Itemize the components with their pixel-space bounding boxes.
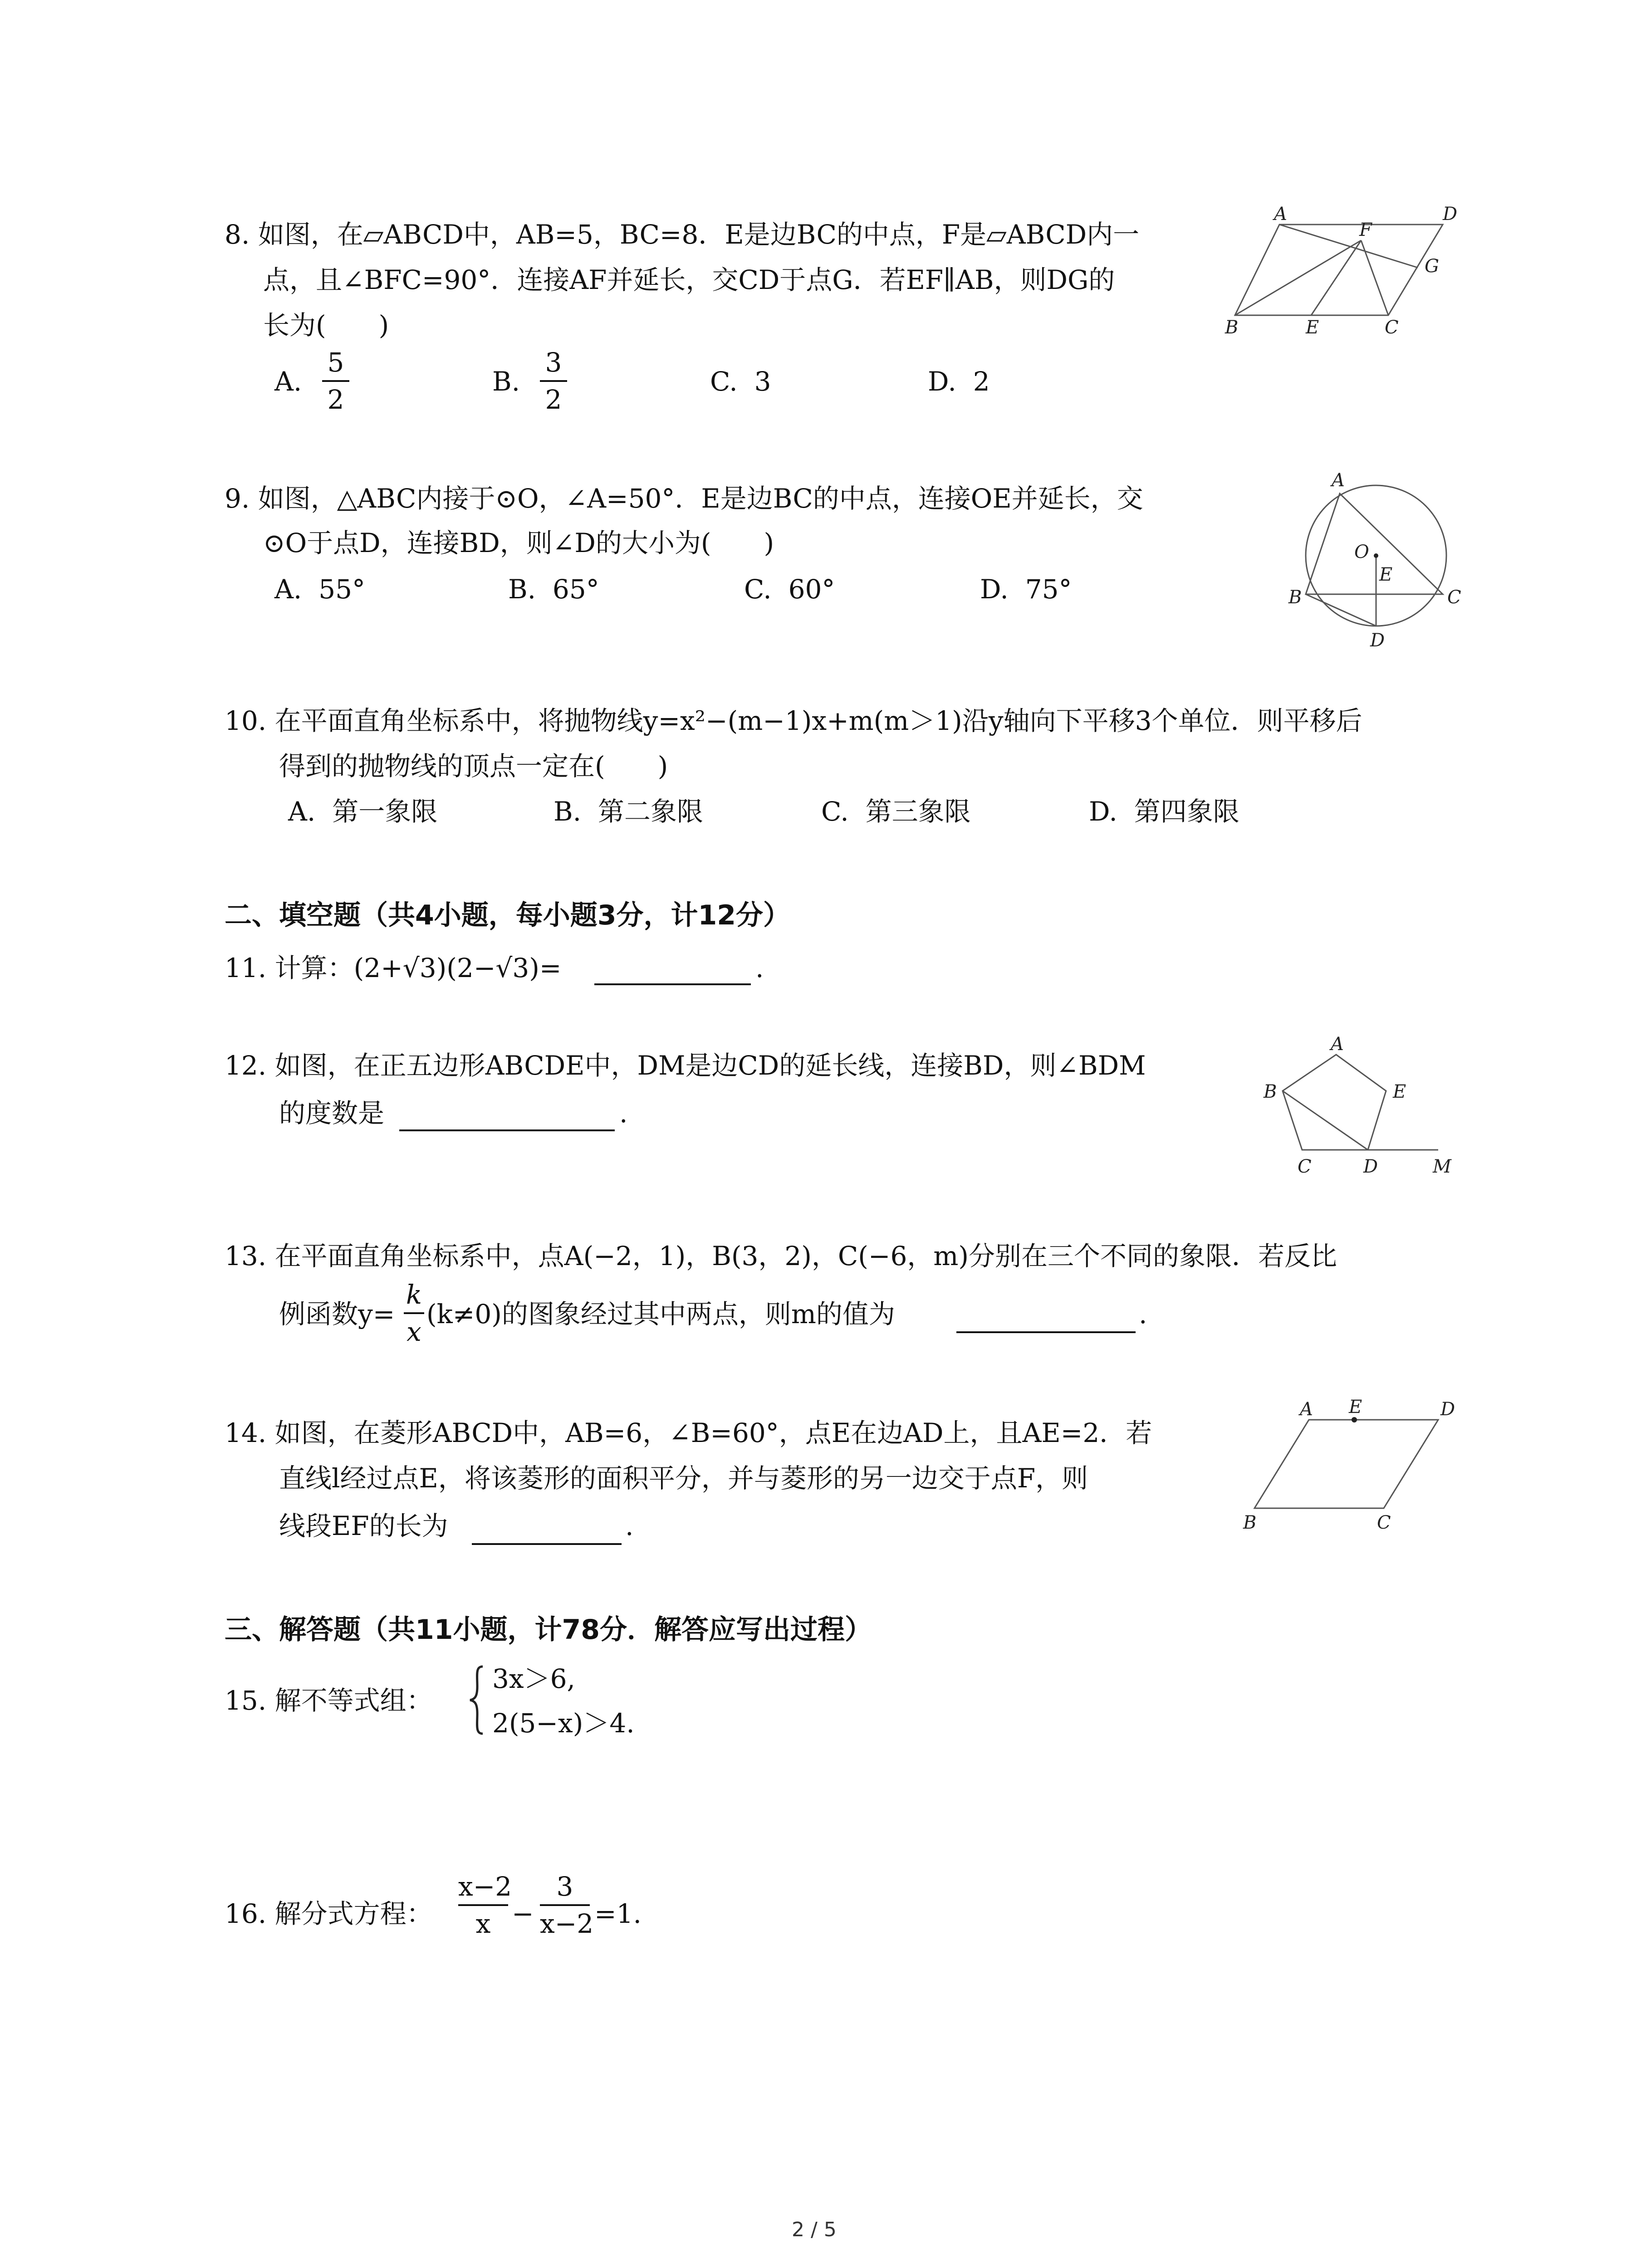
q9-label-a: A [1332,470,1345,491]
q13-fraction-numerator: k [406,1279,422,1310]
q8-option-b-label: B. [492,366,520,397]
fraction-bar [458,1904,508,1906]
q8-option-c: C. 3 [710,366,771,397]
q13-answer-blank[interactable] [956,1331,1136,1333]
q12-label-m: M [1433,1156,1451,1177]
q8-option-b-denominator: 2 [545,384,562,415]
q13-tail: . [1139,1299,1147,1330]
q10-option-b: B. 第二象限 [554,796,703,827]
q16-fraction-2-numerator: 3 [556,1871,573,1902]
q9-option-b: B. 65° [508,574,599,605]
q8-option-a-denominator: 2 [327,384,344,415]
q10-line1: 10. 在平面直角坐标系中，将抛物线y=x²−(m−1)x+m(m＞1)沿y轴向下平移3个单位．则平移后 [225,705,1362,736]
q8-label-f: F [1359,220,1372,240]
q15-inequality-1: 3x＞6, [492,1663,575,1694]
q16-fraction-1-denominator: x [475,1908,491,1939]
q9-label-e: E [1379,564,1393,585]
q16-fraction-1 [458,1871,512,1939]
q14-answer-blank[interactable] [472,1543,622,1545]
q8-option-d: D. 2 [928,366,990,397]
q12-label-e: E [1393,1081,1406,1102]
q8-label-d: D [1443,204,1458,225]
q9-circle-figure [1288,467,1470,649]
q14-label-a: A [1300,1399,1313,1420]
q8-label-b: B [1225,317,1239,338]
q12-answer-blank[interactable] [399,1129,615,1131]
q12-line2: 的度数是 [279,1098,385,1129]
q9-line2: ⊙O于点D，连接BD，则∠D的大小为( ) [263,528,774,558]
q12-line1: 12. 如图，在正五边形ABCDE中，DM是边CD的延长线，连接BD，则∠BDM [225,1050,1146,1081]
q14-label-b: B [1243,1512,1257,1533]
section-3-heading: 三、解答题（共11小题，计78分．解答应写出过程） [225,1614,872,1646]
q9-label-d: D [1370,630,1385,651]
q8-option-a-label: A. [274,366,302,397]
q10-line2: 得到的抛物线的顶点一定在( ) [279,751,668,782]
q9-label-o: O [1354,542,1369,562]
q11-text: 11. 计算：(2+√3)(2−√3)= [225,953,562,983]
q16-minus: − [512,1898,534,1929]
q8-parallelogram-figure [1225,204,1479,340]
q16-fraction-1-numerator: x−2 [458,1871,512,1902]
q8-label-e: E [1306,317,1319,338]
q12-label-c: C [1298,1156,1312,1177]
q15-inequality-2: 2(5−x)＞4. [492,1708,635,1739]
q15-label: 15. 解不等式组： [225,1685,433,1716]
q8-option-a-fraction [322,349,349,413]
fraction-bar [540,380,567,382]
section-2-heading: 二、填空题（共4小题，每小题3分，计12分） [225,899,790,931]
q8-label-a: A [1274,204,1287,225]
q9-option-c: C. 60° [744,574,835,605]
q16-label: 16. 解分式方程： [225,1898,433,1929]
fraction-bar [404,1312,424,1314]
q8-label-c: C [1385,317,1399,338]
q9-option-d: D. 75° [980,574,1072,605]
q12-label-b: B [1264,1081,1277,1102]
q10-option-c: C. 第三象限 [821,796,971,827]
q11-answer-blank[interactable] [594,983,751,985]
q14-label-d: D [1440,1399,1455,1420]
q16-fraction-2 [540,1871,594,1939]
q9-option-a: A. 55° [274,574,365,605]
q12-pentagon-figure [1257,1034,1452,1188]
q13-fraction-denominator: x [407,1316,421,1347]
q9-label-b: B [1288,587,1302,608]
q12-label-d: D [1363,1156,1378,1177]
q14-line1: 14. 如图，在菱形ABCD中，AB=6，∠B=60°，点E在边AD上，且AE=2．若 [225,1418,1152,1448]
q14-tail: . [625,1510,634,1541]
q9-line1: 9. 如图，△ABC内接于⊙O，∠A=50°．E是边BC的中点，连接OE并延长，交 [225,483,1143,514]
q12-label-a: A [1331,1034,1344,1055]
q13-line1: 13. 在平面直角坐标系中，点A(−2，1)，B(3，2)，C(−6，m)分别在三个不同的象限．若反比 [225,1241,1337,1271]
q14-rhombus-figure [1239,1397,1465,1542]
fraction-bar [322,380,349,382]
q14-line3: 线段EF的长为 [279,1510,448,1541]
q14-label-c: C [1377,1512,1391,1533]
q8-line3: 长为( ) [263,310,389,341]
fraction-bar [540,1904,590,1906]
q8-option-b-numerator: 3 [545,347,562,378]
q10-option-a: A. 第一象限 [288,796,438,827]
q14-label-e: E [1349,1397,1362,1418]
q9-label-c: C [1447,587,1461,608]
left-brace [467,1664,485,1736]
q11-tail: . [755,953,764,983]
q12-tail: . [619,1098,628,1129]
q8-option-b-fraction [540,349,567,413]
q13-line2-pre: 例函数y= [279,1299,395,1330]
page-number: 2 / 5 [792,2218,837,2241]
q16-fraction-2-denominator: x−2 [540,1908,594,1939]
q13-fraction [404,1281,424,1345]
q14-line2: 直线l经过点E，将该菱形的面积平分，并与菱形的另一边交于点F，则 [279,1463,1088,1494]
q10-option-d: D. 第四象限 [1089,796,1239,827]
q8-label-g: G [1425,256,1439,277]
q8-line2: 点，且∠BFC=90°．连接AF并延长，交CD于点G．若EF∥AB，则DG的 [263,264,1115,295]
q8-line1: 8. 如图，在▱ABCD中，AB=5，BC=8．E是边BC的中点，F是▱ABCD内一 [225,219,1140,250]
q8-option-a-numerator: 5 [327,347,344,378]
q16-tail: =1. [594,1898,642,1929]
q13-line2-post: (k≠0)的图象经过其中两点，则m的值为 [426,1299,895,1330]
